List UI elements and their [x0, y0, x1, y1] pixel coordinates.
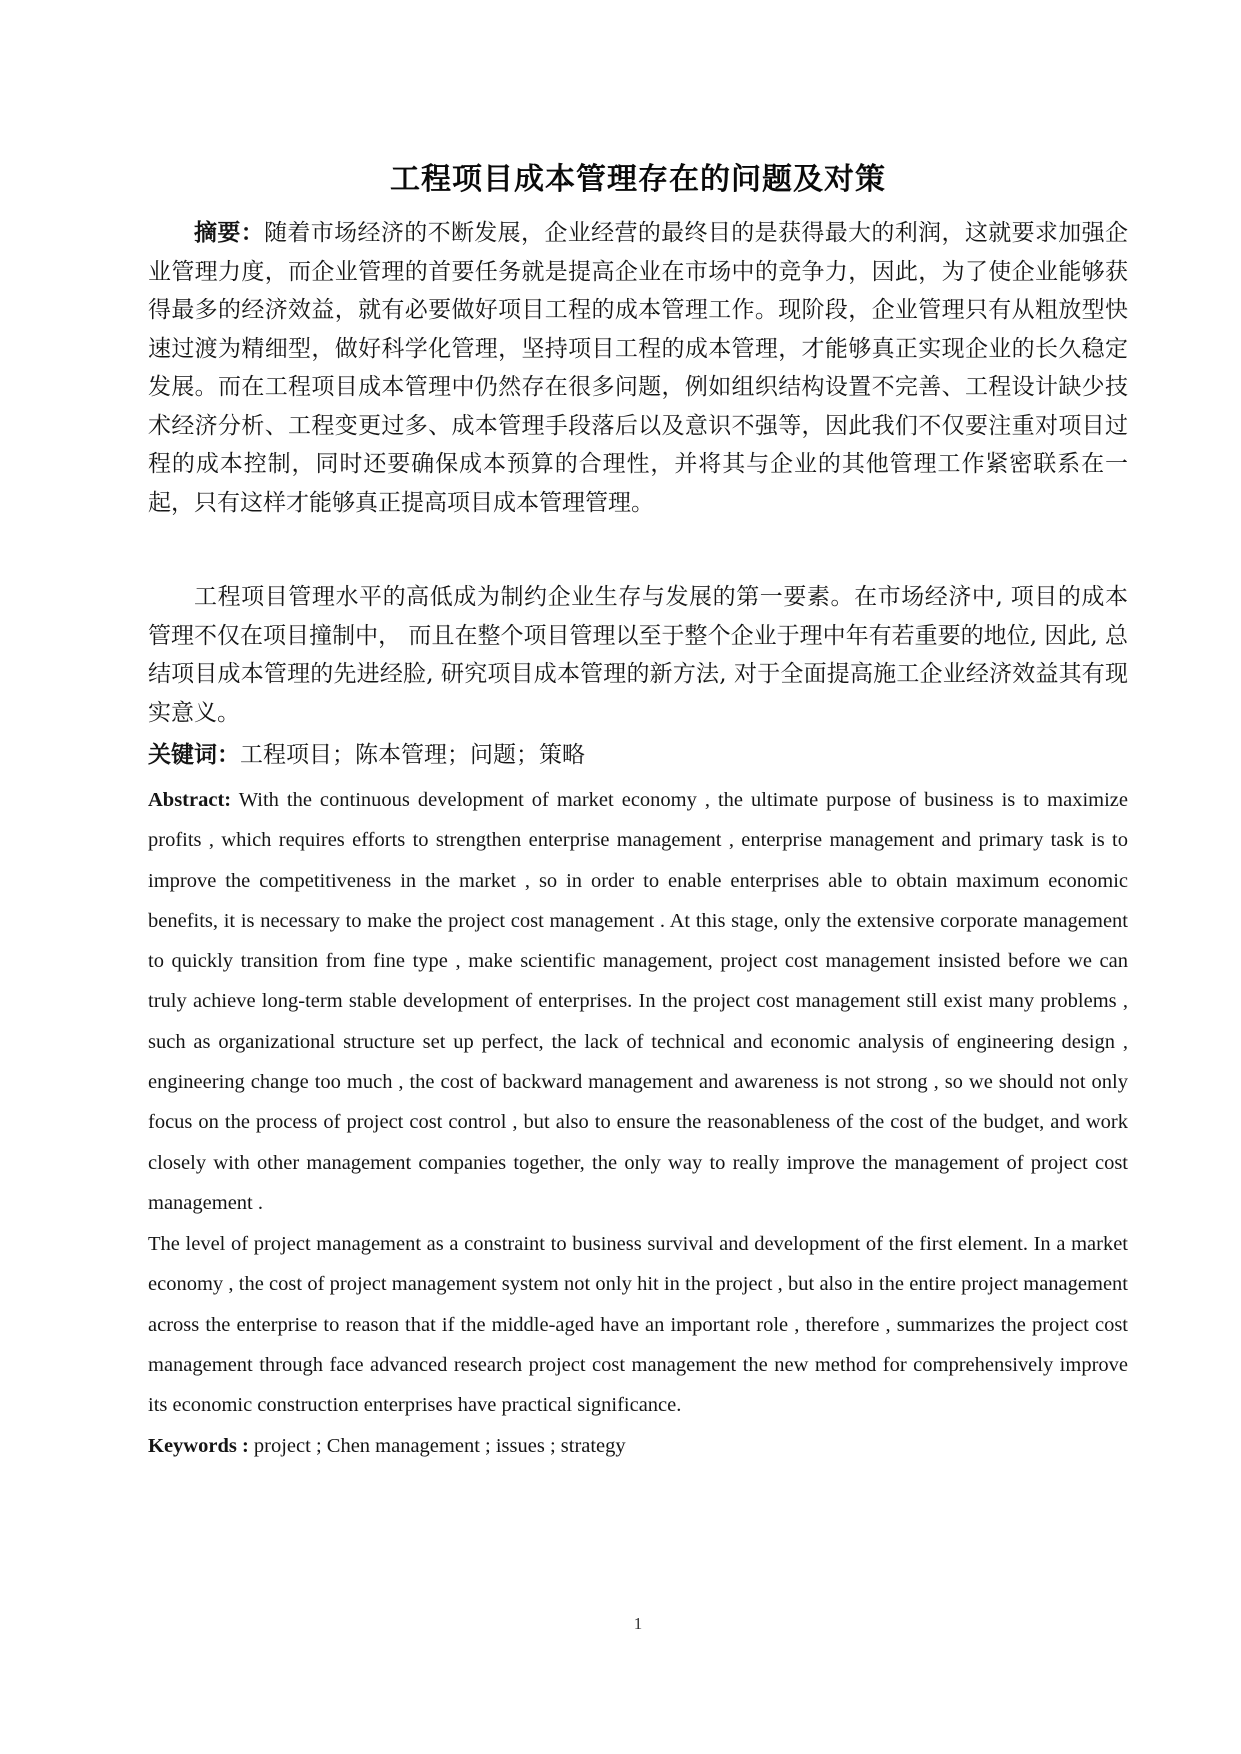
document-title: 工程项目成本管理存在的问题及对策: [390, 162, 886, 197]
keywords-en-line: [148, 1426, 1128, 1466]
abstract-en-label: Abstract:: [148, 789, 232, 811]
keywords-cn-line: [148, 736, 1128, 775]
intro-cn-paragraph: 工程项目管理水平的高低成为制约企业生存与发展的第一要素。在市场经济中, 项目的成本管理不仅在项目撞制中， 而且在整个项目管理以至于整个企业于理中年有若重要的地位, 因此, 总结项目成本管理的先进经脸, 研究项目成本管理的新方法, 对于全面提高施工企业经济效益其有现实意义。: [148, 584, 1128, 726]
abstract-en-paragraph: [148, 780, 1128, 1223]
abstract-en-text: With the continuous development of market economy , the ultimate purpose of business is to maximize profits , which requires efforts to strengthen enterprise management , enterprise management and primary task is to improve the competitiveness in the market , so in order to enable enterprises able to obtain maximum economic benefits, it is necessary to make the project cost management . At this stage, only the extensive corporate management to quickly transition from fine type , make scientific management, project cost management insisted before we can truly achieve long-term stable development of enterprises. In the project cost management still exist many problems , such as organizational structure set up perfect, the lack of technical and economic analysis of engineering design , engineering change too much , the cost of backward management and awareness is not strong , so we should not only focus on the process of project cost control , but also to ensure the reasonableness of the cost of the budget, and work closely with other management companies together, the only way to really improve the management of project cost management .: [148, 789, 1128, 1214]
page-number: 1: [633, 1614, 643, 1633]
abstract-cn-paragraph: [148, 214, 1128, 522]
keywords-en-label: Keywords :: [148, 1435, 249, 1457]
abstract-cn-label: 摘要：: [194, 220, 265, 246]
intro-en-paragraph: The level of project management as a constraint to business survival and development of the first element. In a market economy , the cost of project management system not only hit in the project , but also in the entire project management across the enterprise to reason that if the middle-aged have an important role , therefore , summarizes the project cost management through face advanced research project cost management the new method for comprehensively improve its economic construction enterprises have practical significance.: [148, 1233, 1128, 1417]
keywords-en-text: project ; Chen management ; issues ; strategy: [248, 1435, 626, 1457]
keywords-cn-text: 工程项目；陈本管理；问题；策略: [240, 742, 585, 768]
abstract-cn-text: 随着市场经济的不断发展，企业经营的最终目的是获得最大的利润，这就要求加强企业管理力度，而企业管理的首要任务就是提高企业在市场中的竞争力，因此，为了使企业能够获得最多的经济效益，就有必要做好项目工程的成本管理工作。现阶段，企业管理只有从粗放型快速过渡为精细型，做好科学化管理，坚持项目工程的成本管理，才能够真正实现企业的长久稳定发展。而在工程项目成本管理中仍然存在很多问题，例如组织结构设置不完善、工程设计缺少技术经济分析、工程变更过多、成本管理手段落后以及意识不强等，因此我们不仅要注重对项目过程的成本控制，同时还要确保成本预算的合理性，并将其与企业的其他管理工作紧密联系在一起，只有这样才能够真正提高项目成本管理管理。: [148, 220, 1129, 516]
keywords-cn-label: 关键词：: [148, 742, 240, 768]
